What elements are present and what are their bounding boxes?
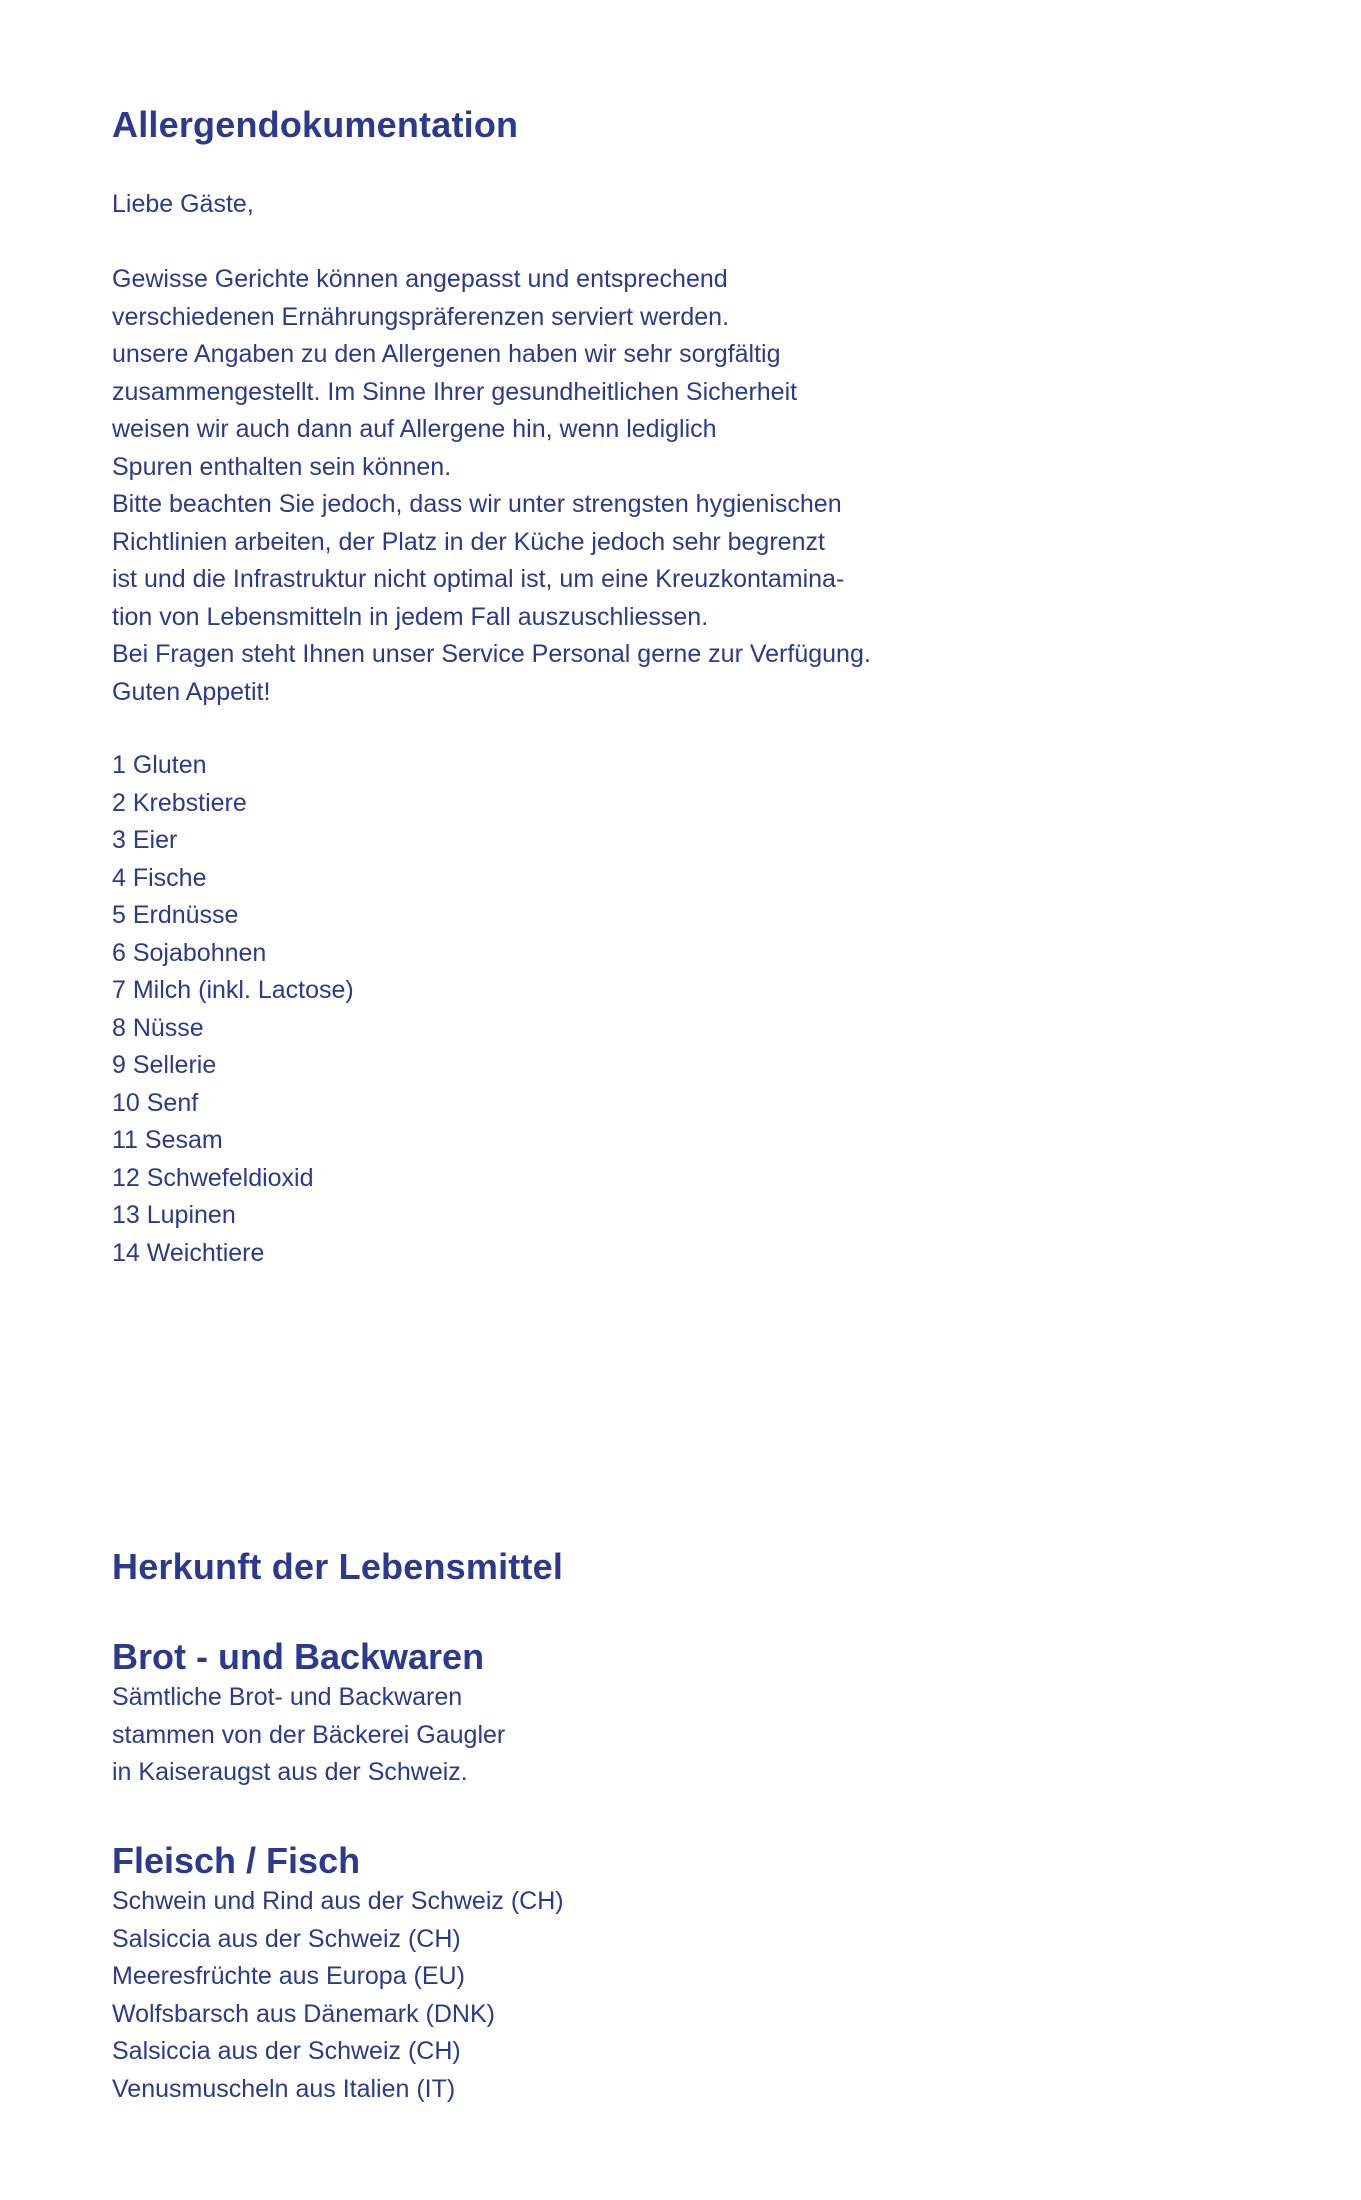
allergen-section-title: Allergendokumentation bbox=[112, 104, 519, 145]
allergen-item: 7 Milch (inkl. Lactose) bbox=[112, 976, 354, 1004]
greeting-text: Liebe Gäste, bbox=[112, 190, 254, 218]
intro-line: Gewisse Gerichte können angepasst und entsprechend bbox=[112, 265, 728, 293]
allergen-item: 4 Fische bbox=[112, 863, 207, 892]
intro-line: tion von Lebensmitteln in jedem Fall auszuschliessen. bbox=[112, 602, 709, 631]
origin-section-title: Herkunft der Lebensmittel bbox=[112, 1546, 564, 1587]
meat-fish-origin-block bbox=[112, 1839, 564, 2108]
allergen-item: 12 Schwefeldioxid bbox=[112, 1163, 314, 1192]
intro-line: zusammengestellt. Im Sinne Ihrer gesundheitlichen Sicherheit bbox=[112, 377, 798, 406]
intro-line: ist und die Infrastruktur nicht optimal ist, um eine Kreuzkontamina- bbox=[112, 565, 845, 593]
allergen-item: 5 Erdnüsse bbox=[112, 901, 239, 929]
intro-line: Bei Fragen steht Ihnen unser Service Personal gerne zur Verfügung. bbox=[112, 640, 871, 668]
meat-fish-line: Salsiccia aus der Schweiz (CH) bbox=[112, 1924, 461, 1953]
allergen-item: 13 Lupinen bbox=[112, 1201, 236, 1229]
intro-line: verschiedenen Ernährungspräferenzen serviert werden. bbox=[112, 302, 730, 331]
intro-line: unsere Angaben zu den Allergenen haben wir sehr sorgfältig bbox=[112, 340, 781, 368]
allergen-item: 6 Sojabohnen bbox=[112, 938, 267, 967]
intro-line: weisen wir auch dann auf Allergene hin, wenn lediglich bbox=[112, 415, 717, 443]
bread-origin-block bbox=[112, 1635, 505, 1792]
bread-line: stammen von der Bäckerei Gaugler bbox=[112, 1720, 506, 1749]
intro-paragraph bbox=[112, 261, 871, 711]
intro-line: Richtlinien arbeiten, der Platz in der Küche jedoch sehr begrenzt bbox=[112, 527, 825, 556]
meat-fish-line: Salsiccia aus der Schweiz (CH) bbox=[112, 2037, 461, 2065]
bread-line: Sämtliche Brot- und Backwaren bbox=[112, 1683, 463, 1711]
meat-fish-list bbox=[112, 1883, 564, 2108]
allergen-item: 1 Gluten bbox=[112, 751, 207, 779]
meat-fish-heading: Fleisch / Fisch bbox=[112, 1840, 361, 1881]
allergen-item: 9 Sellerie bbox=[112, 1051, 217, 1079]
allergen-item: 14 Weichtiere bbox=[112, 1238, 265, 1267]
allergen-item: 2 Krebstiere bbox=[112, 788, 247, 817]
meat-fish-line: Venusmuscheln aus Italien (IT) bbox=[112, 2074, 456, 2103]
bread-line: in Kaiseraugst aus der Schweiz. bbox=[112, 1758, 468, 1786]
allergen-item: 8 Nüsse bbox=[112, 1013, 204, 1042]
allergen-list bbox=[112, 747, 354, 1272]
meat-fish-line: Wolfsbarsch aus Dänemark (DNK) bbox=[112, 1999, 495, 2028]
intro-line: Spuren enthalten sein können. bbox=[112, 452, 452, 481]
intro-line: Bitte beachten Sie jedoch, dass wir unter strengsten hygienischen bbox=[112, 490, 842, 518]
allergen-item: 3 Eier bbox=[112, 826, 178, 854]
intro-line: Guten Appetit! bbox=[112, 677, 271, 706]
allergen-item: 11 Sesam bbox=[112, 1126, 223, 1154]
bread-heading: Brot - und Backwaren bbox=[112, 1636, 485, 1677]
meat-fish-line: Schwein und Rind aus der Schweiz (CH) bbox=[112, 1887, 564, 1915]
bread-description bbox=[112, 1679, 505, 1792]
meat-fish-line: Meeresfrüchte aus Europa (EU) bbox=[112, 1962, 465, 1990]
allergen-item: 10 Senf bbox=[112, 1088, 199, 1117]
